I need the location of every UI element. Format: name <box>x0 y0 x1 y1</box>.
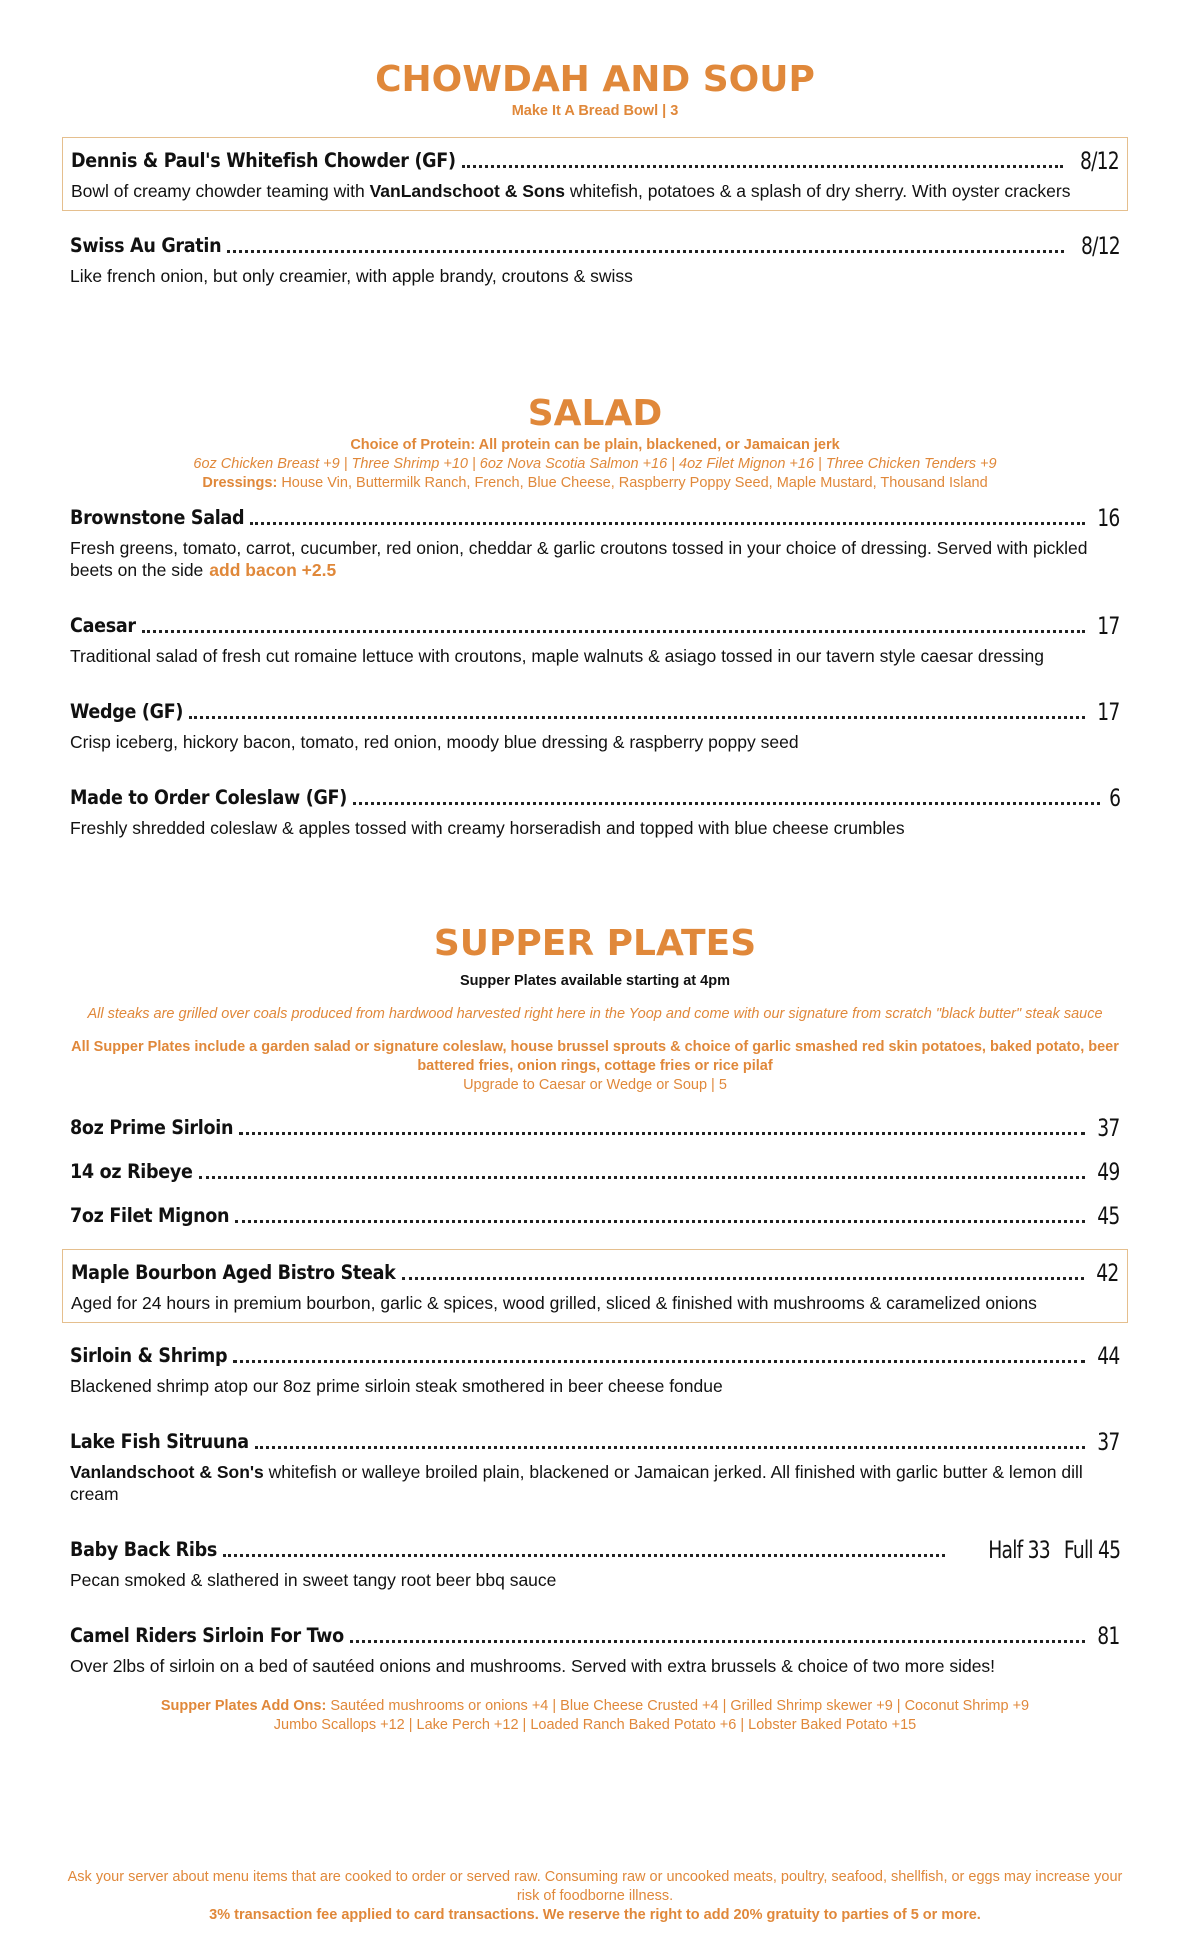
menu-item-wedge <box>62 691 1128 759</box>
item-price: 45 <box>1097 1202 1120 1230</box>
item-description: Crisp iceberg, hickory bacon, tomato, red onion, moody blue dressing & raspberry poppy seed <box>70 732 799 752</box>
steak-note: All steaks are grilled over coals produced from hardwood harvested right here in the Yoop and come with our signature from scratch "black butter" steak sauce <box>87 1006 1103 1022</box>
item-description: Vanlandschoot & Son's whitefish or walleye broiled plain, blackened or Jamaican jerked. All finished with garlic butter & lemon dill cream <box>70 1462 1083 1504</box>
dot-leader <box>239 1132 1085 1135</box>
dot-leader <box>189 716 1085 719</box>
bacon-addon: add bacon +2.5 <box>209 560 337 580</box>
item-name: Made to Order Coleslaw (GF) <box>70 786 347 809</box>
dot-leader <box>255 1446 1086 1449</box>
menu-item-chowder <box>62 137 1128 211</box>
dot-leader <box>223 1554 945 1557</box>
menu-item-camel-riders <box>62 1615 1128 1683</box>
menu-item-prime-sirloin <box>62 1111 1128 1145</box>
menu-item-sirloin-shrimp <box>62 1335 1128 1403</box>
protein-note: Choice of Protein: All protein can be plain, blackened, or Jamaican jerk <box>350 437 840 453</box>
item-name: Swiss Au Gratin <box>70 234 222 257</box>
item-name: Wedge (GF) <box>70 700 184 723</box>
dot-leader <box>227 250 1064 253</box>
dot-leader <box>402 1277 1085 1280</box>
item-description: Pecan smoked & slathered in sweet tangy root beer bbq sauce <box>70 1570 557 1590</box>
item-price: 44 <box>1097 1342 1120 1370</box>
item-price: 6 <box>1108 784 1120 812</box>
bread-bowl-note: Make It A Bread Bowl | 3 <box>511 103 679 119</box>
item-price: Half 33 Full 45 <box>987 1536 1120 1564</box>
dot-leader <box>350 1640 1086 1643</box>
item-price: 81 <box>1097 1622 1120 1650</box>
menu-item-bistro-steak <box>62 1249 1128 1323</box>
item-name: Caesar <box>70 614 136 637</box>
item-name: 7oz Filet Mignon <box>70 1204 230 1227</box>
supper-addons: Supper Plates Add Ons: Sautéed mushrooms or onions +4 | Blue Cheese Crusted +4 | Grilled Shrimp skewer +9 | Coconut Shrimp +9 Jumbo Scallops +12 | Lake Perch +12 | Loaded Ranch Baked Potato +6 | Lobster Baked Potato +15 <box>160 1698 1030 1733</box>
item-price: 16 <box>1097 504 1120 532</box>
supper-plates-section <box>62 922 1128 1735</box>
dot-leader <box>233 1360 1085 1363</box>
item-name: Lake Fish Sitruuna <box>70 1430 249 1453</box>
dot-leader <box>250 522 1085 525</box>
item-description: Like french onion, but only creamier, with apple brandy, croutons & swiss <box>70 266 633 286</box>
footer-disclaimer <box>62 1868 1128 1925</box>
dot-leader <box>353 802 1100 805</box>
section-title-soup: CHOWDAH AND SOUP <box>375 59 815 100</box>
dot-leader <box>235 1220 1085 1223</box>
dot-leader <box>142 630 1086 633</box>
menu-item-coleslaw <box>62 777 1128 845</box>
item-price: 17 <box>1097 612 1120 640</box>
item-description: Fresh greens, tomato, carrot, cucumber, red onion, cheddar & garlic croutons tossed in your choice of dressing. Served with pickled beets on the side add bacon +2.5 <box>70 538 1088 580</box>
section-title-salad: SALAD <box>527 393 663 434</box>
salad-section <box>62 392 1128 845</box>
availability-note: Supper Plates available starting at 4pm <box>460 973 730 989</box>
fees-note: 3% transaction fee applied to card transactions. We reserve the right to add 20% gratuity to parties of 5 or more. <box>209 1907 981 1923</box>
item-name: Brownstone Salad <box>70 506 245 529</box>
item-description: Traditional salad of fresh cut romaine lettuce with croutons, maple walnuts & asiago tossed in our tavern style caesar dressing <box>70 646 1045 666</box>
dot-leader <box>199 1176 1086 1179</box>
menu-item-brownstone-salad <box>62 497 1128 587</box>
item-description: Freshly shredded coleslaw & apples tossed with creamy horseradish and topped with blue cheese crumbles <box>70 818 905 838</box>
item-price: 8/12 <box>1080 147 1119 175</box>
include-note: All Supper Plates include a garden salad or signature coleslaw, house brussel sprouts & choice of garlic smashed red skin potatoes, baked potato, beer battered fries, onion rings, cottage fries or rice pilaf <box>71 1039 1119 1074</box>
item-price: 49 <box>1097 1158 1120 1186</box>
item-description: Aged for 24 hours in premium bourbon, garlic & spices, wood grilled, sliced & finished with mushrooms & caramelized onions <box>71 1293 1037 1313</box>
menu-item-ribeye <box>62 1155 1128 1189</box>
dressings-note: Dressings: House Vin, Buttermilk Ranch, French, Blue Cheese, Raspberry Poppy Seed, Maple Mustard, Thousand Island <box>202 475 988 491</box>
item-description: Over 2lbs of sirloin on a bed of sautéed onions and mushrooms. Served with extra brussels & choice of two more sides! <box>70 1656 996 1676</box>
item-name: Camel Riders Sirloin For Two <box>70 1624 344 1647</box>
item-name: Maple Bourbon Aged Bistro Steak <box>71 1261 396 1284</box>
section-title-supper: SUPPER PLATES <box>433 923 757 964</box>
protein-options: 6oz Chicken Breast +9 | Three Shrimp +10 | 6oz Nova Scotia Salmon +16 | 4oz Filet Mignon +16 | Three Chicken Tenders +9 <box>193 456 997 472</box>
upgrade-note: Upgrade to Caesar or Wedge or Soup | 5 <box>463 1077 727 1093</box>
item-price: 17 <box>1097 698 1120 726</box>
menu-item-swiss-au-gratin <box>62 225 1128 293</box>
raw-food-warning: Ask your server about menu items that are cooked to order or served raw. Consuming raw or uncooked meats, poultry, seafood, shellfish, or eggs may increase your risk of foodborne illness. <box>67 1869 1123 1904</box>
item-price: 37 <box>1097 1114 1120 1142</box>
item-price: 42 <box>1096 1259 1119 1287</box>
item-name: 8oz Prime Sirloin <box>70 1116 234 1139</box>
menu-item-lake-fish <box>62 1421 1128 1511</box>
item-description: Bowl of creamy chowder teaming with VanLandschoot & Sons whitefish, potatoes & a splash of dry sherry. With oyster crackers <box>71 181 1071 201</box>
soup-section <box>62 58 1128 293</box>
item-name: Sirloin & Shrimp <box>70 1344 228 1367</box>
item-price: 8/12 <box>1081 232 1120 260</box>
item-name: 14 oz Ribeye <box>70 1160 193 1183</box>
item-price: 37 <box>1097 1428 1120 1456</box>
menu-item-baby-back-ribs <box>62 1529 1128 1597</box>
item-description: Blackened shrimp atop our 8oz prime sirloin steak smothered in beer cheese fondue <box>70 1376 723 1396</box>
item-name: Baby Back Ribs <box>70 1538 217 1561</box>
item-name: Dennis & Paul's Whitefish Chowder (GF) <box>71 149 456 172</box>
dot-leader <box>462 165 1063 168</box>
menu-item-caesar <box>62 605 1128 673</box>
menu-item-filet-mignon <box>62 1199 1128 1233</box>
